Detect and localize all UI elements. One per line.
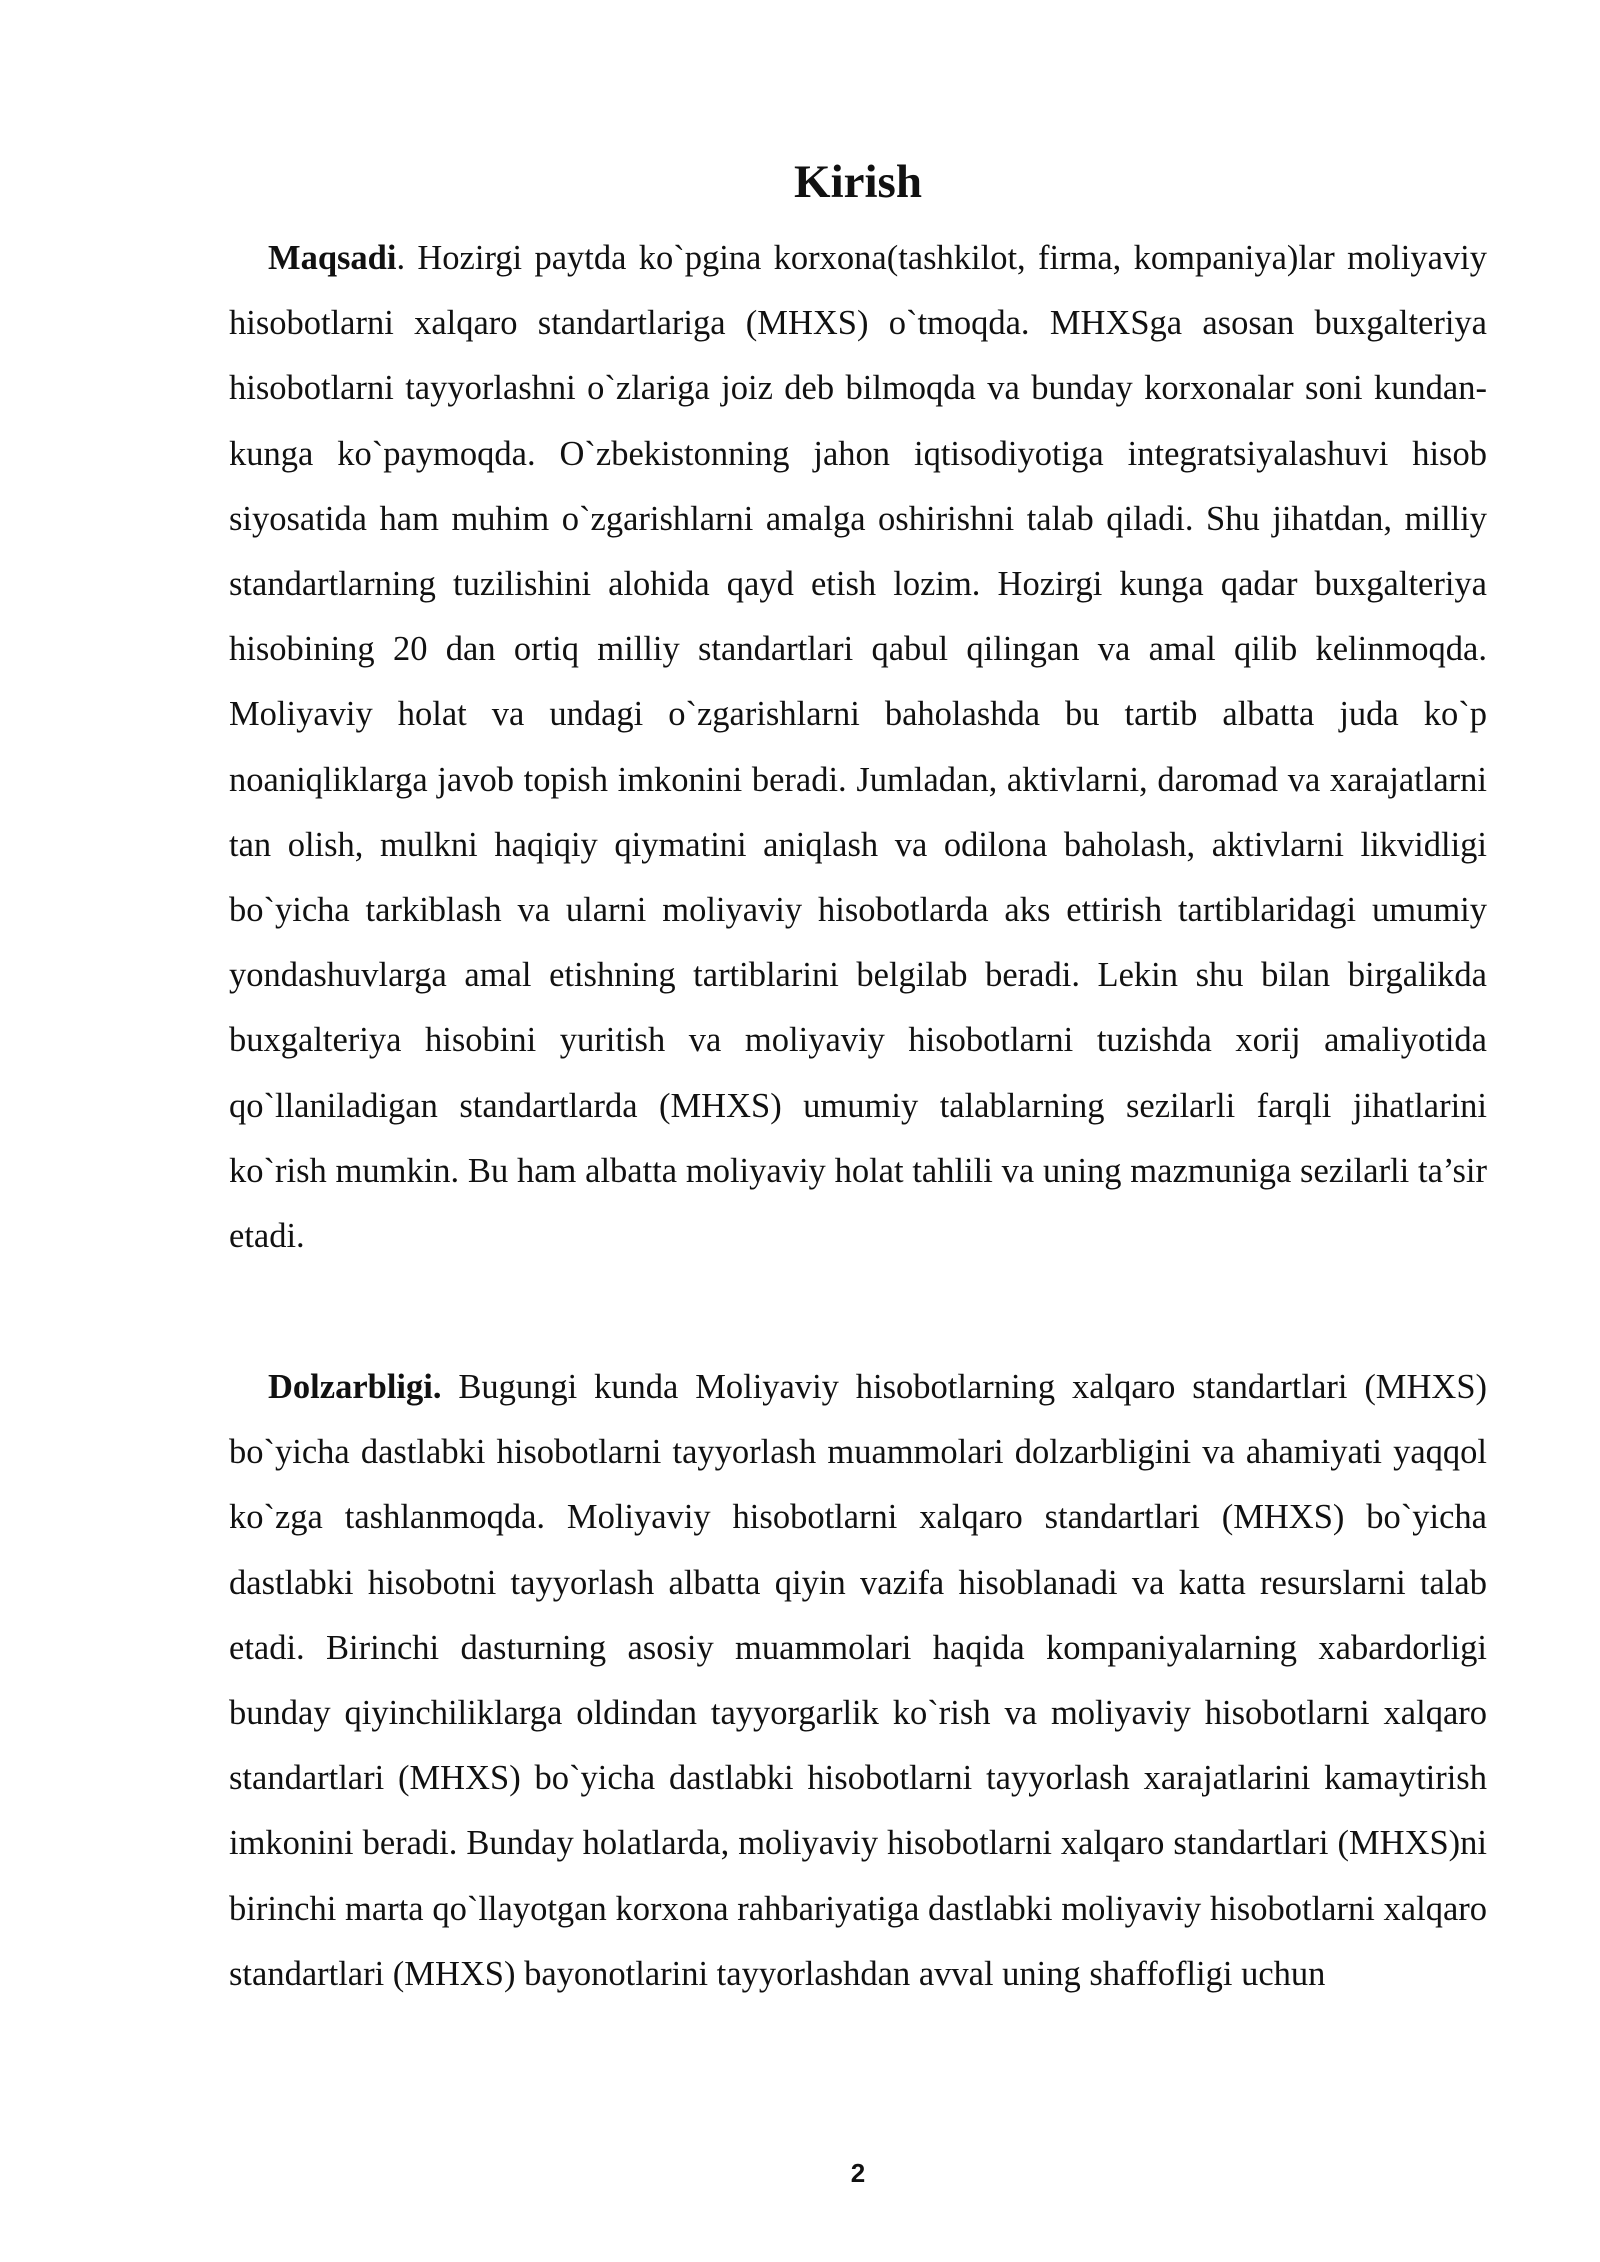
paragraph-text-maqsadi: . Hozirgi paytda ko`pgina korxona(tashkilot, firma, kompaniya)lar moliyaviy hisobotlarni xalqaro standartlariga (MHXS) o`tmoqda. MHXSga asosan buxgalteriya hisobotlarni tayyorlashni o`zlariga joiz deb bilmoqda va bunday korxonalar soni kundan-kunga ko`paymoqda. O`zbekistonning jahon iqtisodiyotiga integratsiyalashuvi hisob siyosatida ham muhim o`zgarishlarni amalga oshirishni talab qiladi. Shu jihatdan, milliy standartlarning tuzilishini alohida qayd etish lozim. Hozirgi kunga qadar buxgalteriya hisobining 20 dan ortiq milliy standartlari qabul qilingan va amal qilib kelinmoqda. Moliyaviy holat va undagi o`zgarishlarni baholashda bu tartib albatta juda ko`p noaniqliklarga javob topish imkonini beradi. Jumladan, aktivlarni, daromad va xarajatlarni tan olish, mulkni haqiqiy qiymatini aniqlash va odilona baholash, aktivlarni likvidligi bo`yicha tarkiblash va ularni moliyaviy hisobotlarda aks ettirish tartiblaridagi umumiy yondashuvlarga amal etishning tartiblarini belgilab beradi. Lekin shu bilan birgalikda buxgalteriya hisobini yuritish va moliyaviy hisobotlarni tuzishda xorij amaliyotida qo`llaniladigan standartlarda (MHXS) umumiy talablarning sezilarli farqli jihatlarini ko`rish mumkin. Bu ham albatta moliyaviy holat tahlili va uning mazmuniga sezilarli ta’sir etadi. bbox=[229, 239, 1487, 1256]
paragraph-lead-maqsadi: Maqsadi bbox=[268, 239, 397, 277]
paragraph-maqsadi bbox=[229, 226, 1487, 1269]
paragraph-text-dolzarbligi: Bugungi kunda Moliyaviy hisobotlarning xalqaro standartlari (MHXS) bo`yicha dastlabki hisobotlarni tayyorlash muammolari dolzarbligini va ahamiyati yaqqol ko`zga tashlanmoqda. Moliyaviy hisobotlarni xalqaro standartlari (MHXS) bo`yicha dastlabki hisobotni tayyorlash albatta qiyin vazifa hisoblanadi va katta resurslarni talab etadi. Birinchi dasturning asosiy muammolari haqida kompaniyalarning xabardorligi bunday qiyinchiliklarga oldindan tayyorgarlik ko`rish va moliyaviy hisobotlarni xalqaro standartlari (MHXS) bo`yicha dastlabki hisobotlarni tayyorlash xarajatlarini kamaytirish imkonini beradi. Bunday holatlarda, moliyaviy hisobotlarni xalqaro standartlari (MHXS)ni birinchi marta qo`llayotgan korxona rahbariyatiga dastlabki moliyaviy hisobotlarni xalqaro standartlari (MHXS) bayonotlarini tayyorlashdan avval uning shaffofligi uchun bbox=[229, 1368, 1487, 1993]
page-number: 2 bbox=[850, 2158, 866, 2188]
page-title: Kirish bbox=[794, 156, 922, 208]
paragraph-maqsadi-content bbox=[229, 226, 1487, 1269]
paragraph-dolzarbligi-content bbox=[229, 1355, 1487, 2007]
paragraph-dolzarbligi bbox=[229, 1355, 1487, 2007]
paragraph-lead-dolzarbligi: Dolzarbligi. bbox=[268, 1368, 442, 1406]
